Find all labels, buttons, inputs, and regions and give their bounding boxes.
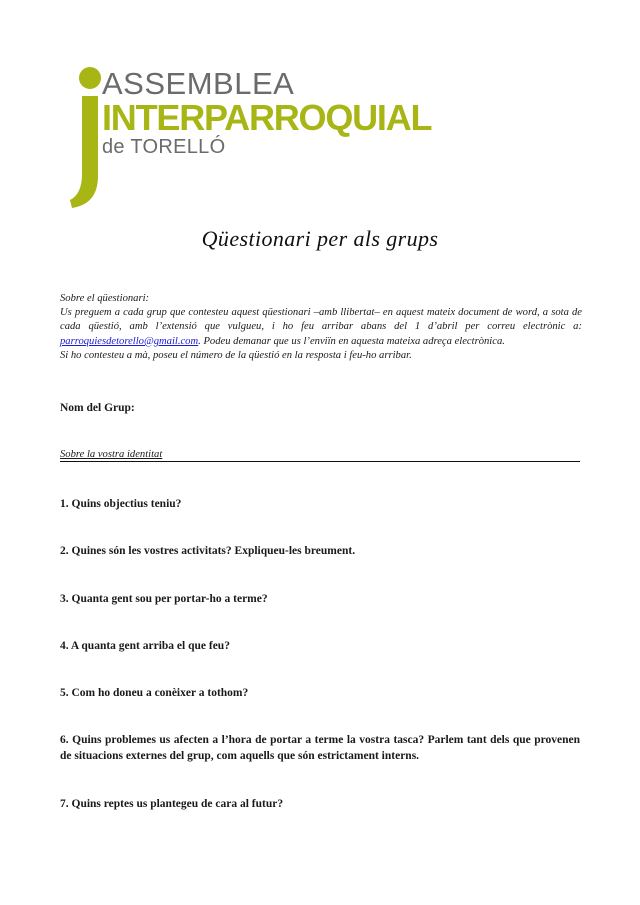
question-6: 6. Quins problemes us afecten a l’hora de portar a terme la vostra tasca? Parlem tant dels que provenen de situacions externes del grup, com aquells que són estrictament interns. [60, 734, 580, 762]
intro-heading: Sobre el qüestionari: [60, 293, 150, 304]
question-5: 5. Com ho doneu a conèixer a tothom? [60, 687, 249, 699]
question-1: 1. Quins objectius teniu? [60, 498, 182, 510]
document-title: Qüestionari per als grups [201, 226, 439, 251]
intro-text-before-email: Us preguem a cada grup que contesteu aquest qüestionari –amb llibertat– en aquest mateix document de word, a sota de cada qüestió, amb l’extensió que vulgueu, i ho feu arribar abans del 1 d’abril per correu electrònic a: [60, 307, 582, 333]
logo-text-assemblea: ASSEMBLEA [102, 66, 295, 101]
question-7: 7. Quins reptes us plantegeu de cara al futur? [60, 798, 284, 810]
question-2: 2. Quines són les vostres activitats? Expliqueu-les breument. [60, 545, 356, 557]
intro-block [60, 292, 582, 363]
organization-logo [68, 64, 432, 214]
intro-last-line: Si ho contesteu a mà, poseu el número de la qüestió en la resposta i feu-ho arribar. [60, 349, 412, 361]
section-heading-identity: Sobre la vostra identitat [60, 449, 580, 462]
logo-text-torello: de TORELLÓ [102, 136, 226, 158]
group-name-label: Nom del Grup: [60, 402, 135, 414]
logo-text-interparroquial: INTERPARROQUIAL [102, 97, 432, 138]
question-4: 4. A quanta gent arriba el que feu? [60, 640, 230, 652]
question-3: 3. Quanta gent sou per portar-ho a terme? [60, 593, 268, 605]
intro-paragraph [60, 306, 582, 349]
email-link[interactable]: parroquiesdetorello@gmail.com [60, 335, 199, 347]
intro-text-after-email: . Podeu demanar que us l’enviïn en aquesta mateixa adreça electrònica. [198, 335, 505, 347]
